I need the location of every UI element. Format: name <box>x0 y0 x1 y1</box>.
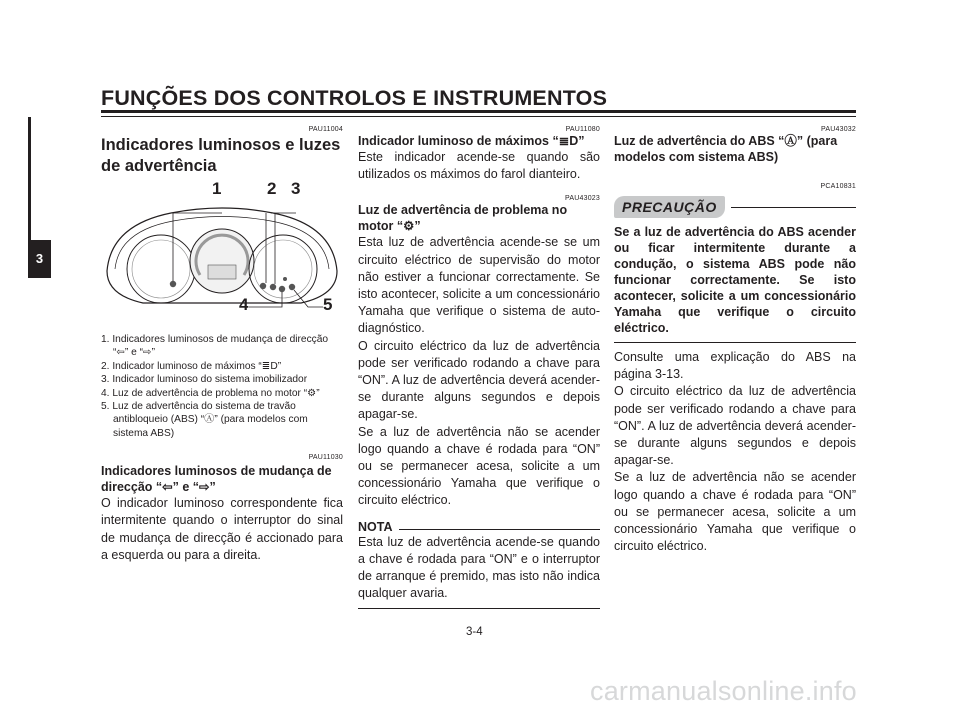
legend-item: 2. Indicador luminoso de máximos “≣D” <box>101 360 282 372</box>
callout-2: 2 <box>267 179 277 198</box>
paragraph: O indicador luminoso correspondente fica intermitente quando o interruptor do sinal de mudança de direcção é accionado para a esquerda ou para a direita. <box>101 496 343 562</box>
chapter-tab: 3 <box>28 240 51 278</box>
paragraph: Se a luz de advertência não se acender logo quando a chave é rodada para “ON” ou se permanecer acesa, solicite a um concessionário Yamaha que verifique o circuito eléctrico. <box>358 424 600 508</box>
legend-item: 1. Indicadores luminosos de mudança de direcção “⇦” e “⇨” <box>101 334 329 359</box>
callout-1: 1 <box>212 179 222 198</box>
paragraph: O circuito eléctrico da luz de advertência pode ser verificado rodando a chave para “ON”. A luz de advertência deverá acender-se durante alguns segundos e depois apagar-se. <box>358 338 600 422</box>
paragraph: Esta luz de advertência acende-se se um circuito eléctrico de supervisão do motor não estiver a funcionar correctamente. Se isto acontecer, solicite a um concessionário Yamaha que verifique o sistema de auto-diagnóstico. <box>358 235 600 336</box>
page-number: 3-4 <box>466 626 483 638</box>
note-header <box>358 520 600 534</box>
page-header-title: FUNÇÕES DOS CONTROLOS E INSTRUMENTOS <box>101 86 608 110</box>
column-1 <box>101 126 343 564</box>
callout-5: 5 <box>323 295 333 314</box>
figure-legend <box>101 333 343 440</box>
callout-3: 3 <box>291 179 301 198</box>
caution-badge: PRECAUÇÃO <box>614 196 725 218</box>
subsection-heading: Indicador luminoso de máximos “≣D” <box>358 134 585 148</box>
note-text: Esta luz de advertência acende-se quando a chave é rodada para “ON” e o interruptor de arranque é premido, mas isto não indica qualquer avaria. <box>358 534 600 601</box>
section-heading: Indicadores luminosos e luzes de advertência <box>101 136 341 175</box>
subsection-heading: Indicadores luminosos de mudança de direcção “⇦” e “⇨” <box>101 464 332 495</box>
section-code: PAU11004 <box>308 126 343 133</box>
paragraph: Este indicador acende-se quando são utilizados os máximos do farol dianteiro. <box>358 150 600 182</box>
paragraph: Se a luz de advertência não se acender logo quando a chave é rodada para “ON” ou se permanecer acesa, solicite a um concessionário Yamaha que verifique o circuito eléctrico. <box>614 470 856 554</box>
section-code: PCA10831 <box>820 183 856 190</box>
legend-item: 5. Luz de advertência do sistema de travão antibloqueio (ABS) “Ⓐ” (para modelos com sistema ABS) <box>101 401 308 439</box>
caution-rule <box>731 207 856 208</box>
callout-4: 4 <box>239 295 249 314</box>
section-code: PAU11080 <box>565 126 600 133</box>
legend-item: 3. Indicador luminoso do sistema imobilizador <box>101 374 308 386</box>
legend-item: 4. Luz de advertência de problema no motor “⚙” <box>101 387 320 399</box>
column-3 <box>614 126 856 555</box>
caution-text: Se a luz de advertência do ABS acender ou ficar intermitente durante a condução, o sistema ABS pode não funcionar correctamente. Se isto acontecer, solicite a um concessionário Yamaha que verifique o circuito eléctrico. <box>614 225 856 335</box>
instrument-panel-drawing <box>101 183 343 323</box>
section-code: PAU43023 <box>565 195 600 203</box>
note-end-rule <box>358 608 600 609</box>
subsection-heading: Luz de advertência de problema no motor “⚙” <box>358 203 568 234</box>
paragraph: Consulte uma explicação do ABS na página 3-13. <box>614 350 856 382</box>
paragraph: O circuito eléctrico da luz de advertência pode ser verificado rodando a chave para “ON”. A luz de advertência deverá acender-se durante alguns segundos e depois apagar-se. <box>614 384 856 468</box>
chapter-side-bar <box>28 117 31 240</box>
header-rule-thin <box>101 116 856 117</box>
instrument-panel-figure <box>101 179 343 323</box>
watermark: carmanualsonline.info <box>590 676 857 706</box>
note-rule <box>399 529 601 530</box>
column-2 <box>358 126 600 609</box>
caution-header <box>614 196 856 218</box>
section-code: PAU43032 <box>821 126 856 133</box>
note-label: NOTA <box>358 519 393 534</box>
header-rule-thick <box>101 110 856 113</box>
subsection-heading: Luz de advertência do ABS “Ⓐ” (para modelos com sistema ABS) <box>614 134 838 164</box>
caution-end-rule <box>614 342 856 343</box>
section-code: PAU11030 <box>308 454 343 462</box>
